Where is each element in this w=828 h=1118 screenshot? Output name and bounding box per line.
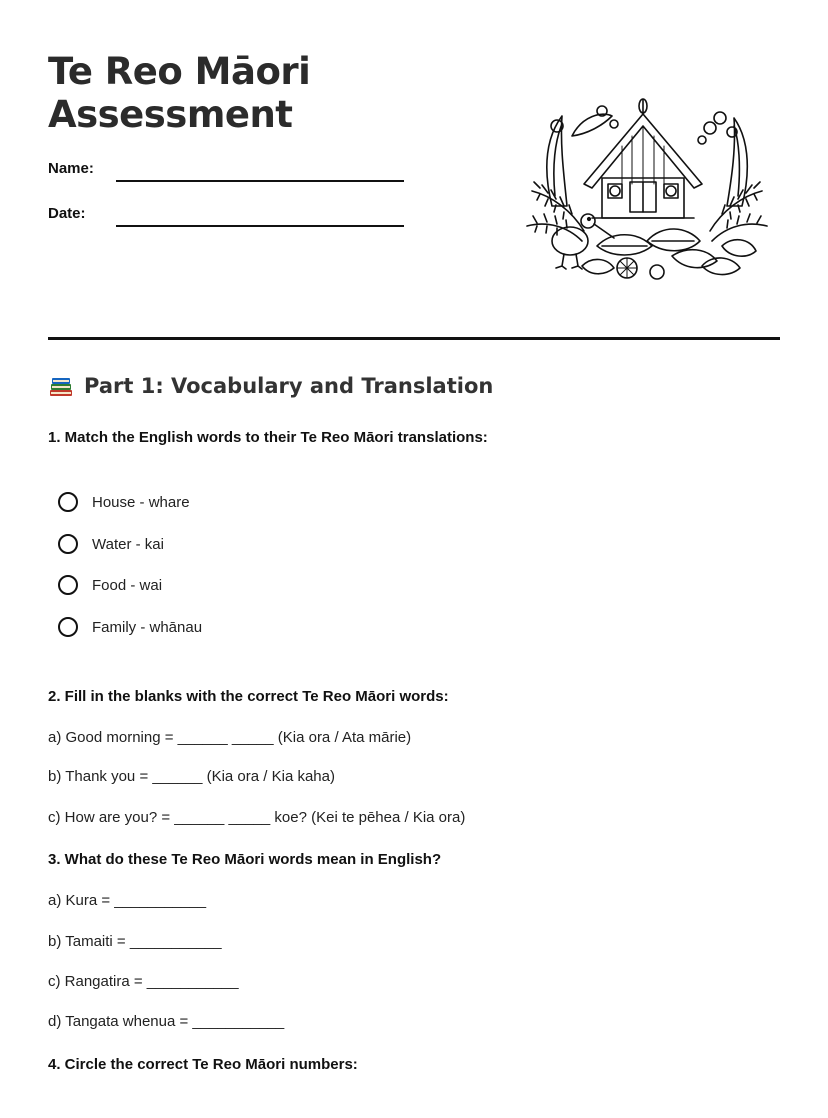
question-4: 4. Circle the correct Te Reo Māori numbers: — [48, 1056, 358, 1073]
q3-item-d: d) Tangata whenua = ___________ — [48, 1013, 285, 1030]
q1-option-1[interactable] — [58, 492, 190, 512]
title-line-1: Te Reo Māori — [48, 50, 311, 93]
books-icon — [48, 374, 74, 398]
name-field[interactable] — [116, 180, 404, 182]
name-label: Name: — [48, 160, 94, 177]
part-1-heading-text: Part 1: Vocabulary and Translation — [84, 374, 494, 398]
section-divider — [48, 337, 780, 340]
q2-item-c: c) How are you? = ______ _____ koe? (Kei te pēhea / Kia ora) — [48, 809, 466, 826]
wharenui-illustration — [522, 96, 772, 286]
q3-item-b: b) Tamaiti = ___________ — [48, 933, 222, 950]
question-3: 3. What do these Te Reo Māori words mean in English? — [48, 851, 442, 868]
q1-option-2[interactable] — [58, 534, 164, 554]
date-field[interactable] — [116, 225, 404, 227]
q1-option-3[interactable] — [58, 575, 162, 595]
q1-option-1-label: House - whare — [92, 493, 190, 511]
q2-item-a: a) Good morning = ______ _____ (Kia ora / Ata mārie) — [48, 729, 412, 746]
title-line-2: Assessment — [48, 93, 293, 136]
q3-item-a: a) Kura = ___________ — [48, 892, 207, 909]
radio-button[interactable] — [58, 575, 78, 595]
q1-option-2-label: Water - kai — [92, 535, 164, 553]
q1-option-3-label: Food - wai — [92, 576, 163, 594]
question-1: 1. Match the English words to their Te Reo Māori translations: — [48, 429, 488, 446]
q1-option-4-label: Family - whānau — [92, 618, 203, 636]
part-1-heading — [48, 374, 493, 398]
date-label: Date: — [48, 205, 86, 222]
q1-option-4[interactable] — [58, 617, 202, 637]
radio-button[interactable] — [58, 534, 78, 554]
radio-button[interactable] — [58, 492, 78, 512]
page-title — [48, 50, 310, 136]
radio-button[interactable] — [58, 617, 78, 637]
question-2: 2. Fill in the blanks with the correct Te Reo Māori words: — [48, 688, 449, 705]
q2-item-b: b) Thank you = ______ (Kia ora / Kia kaha) — [48, 768, 335, 785]
q3-item-c: c) Rangatira = ___________ — [48, 973, 239, 990]
